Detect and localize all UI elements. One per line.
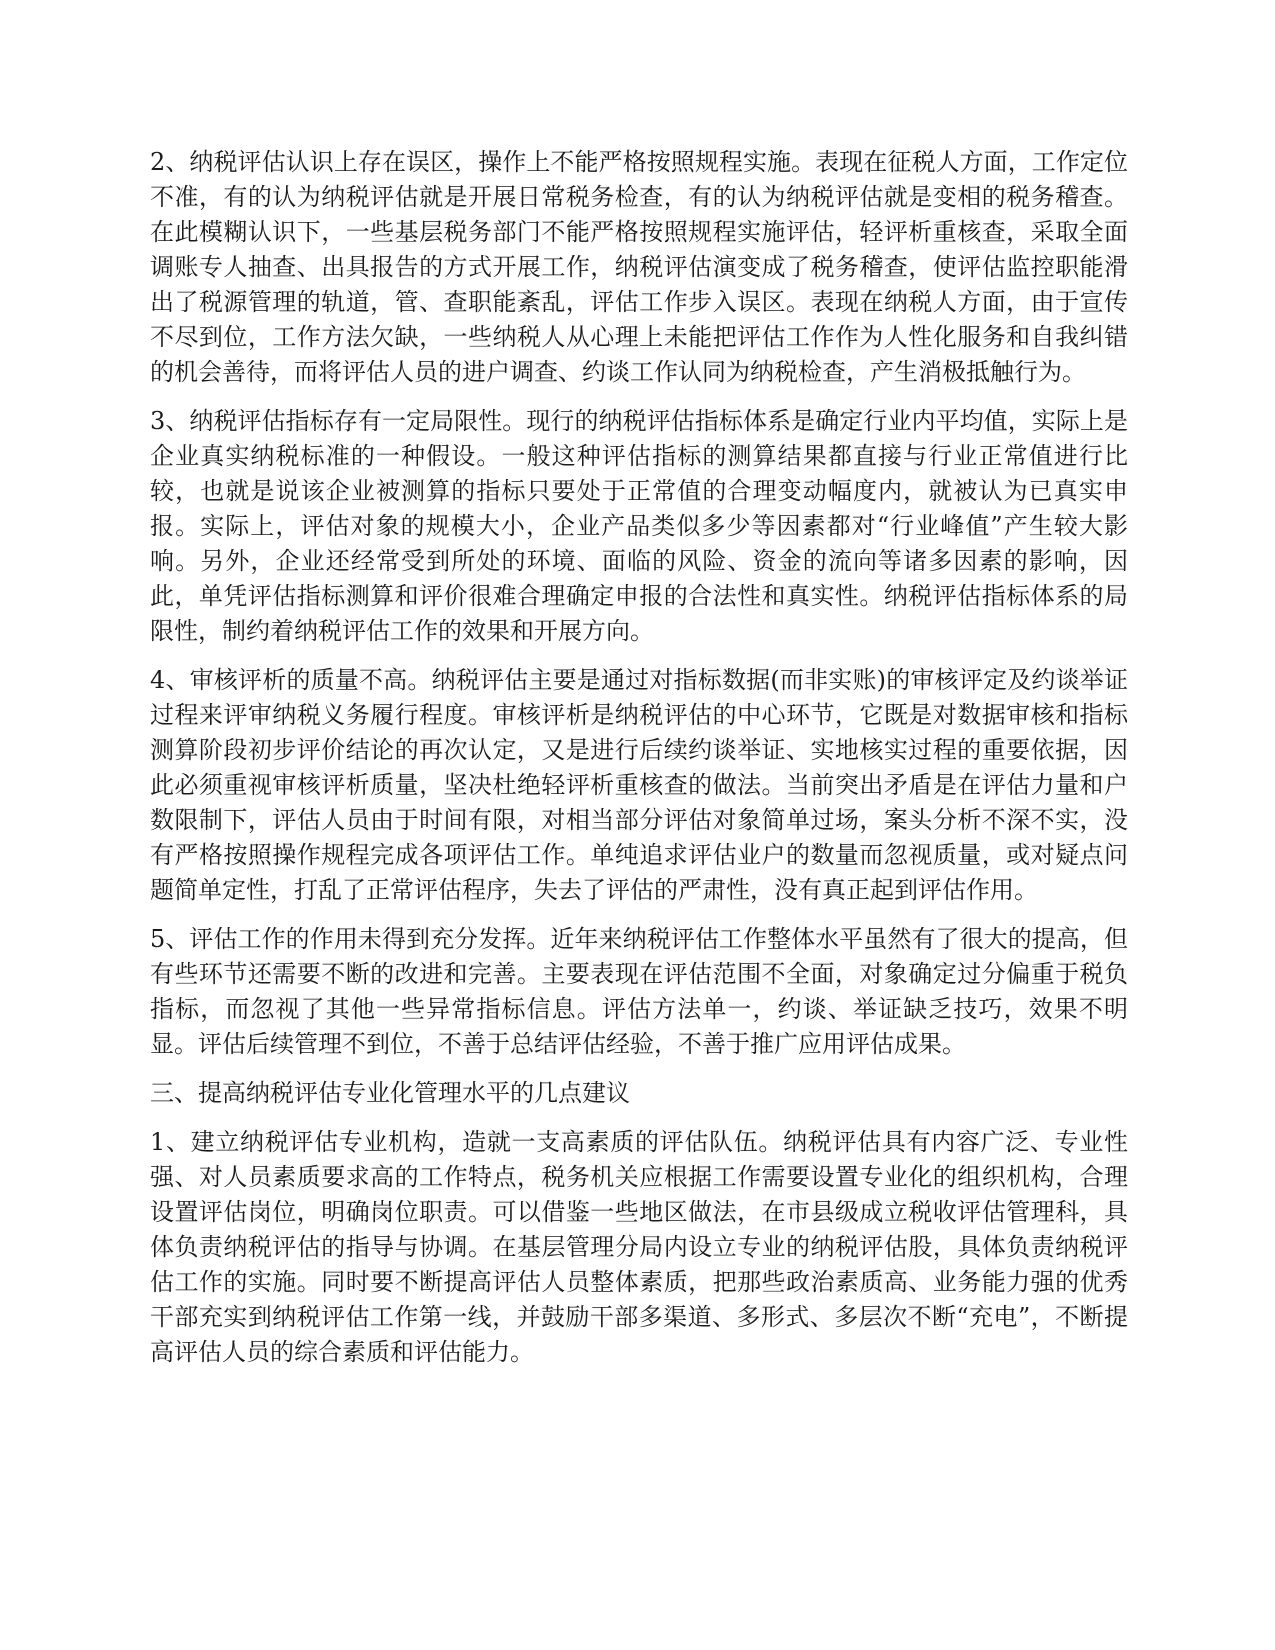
paragraph-suggestion-1: 1、建立纳税评估专业机构，造就一支高素质的评估队伍。纳税评估具有内容广泛、专业性强、对人员素质要求高的工作特点，税务机关应根据工作需要设置专业化的组织机构，合理设置评估岗位，明确岗位职责。可以借鉴一些地区做法，在市县级成立税收评估管理科，具体负责纳税评估的指导与协调。在基层管理分局内设立专业的纳税评估股，具体负责纳税评估工作的实施。同时要不断提高评估人员整体素质，把那些政治素质高、业务能力强的优秀干部充实到纳税评估工作第一线，并鼓励干部多渠道、多形式、多层次不断“充电”，不断提高评估人员的综合素质和评估能力。 xyxy=(150,1128,1128,1366)
paragraph-point-4: 4、审核评析的质量不高。纳税评估主要是通过对指标数据(而非实账)的审核评定及约谈举证过程来评审纳税义务履行程度。审核评析是纳税评估的中心环节，它既是对数据审核和指标测算阶段初步评价结论的再次认定，又是进行后续约谈举证、实地核实过程的重要依据，因此必须重视审核评析质量，坚决杜绝轻评析重核查的做法。当前突出矛盾是在评估力量和户数限制下，评估人员由于时间有限，对相当部分评估对象简单过场，案头分析不深不实，没有严格按照操作规程完成各项评估工作。单纯追求评估业户的数量而忽视质量，或对疑点问题简单定性，打乱了正常评估程序，失去了评估的严肃性，没有真正起到评估作用。 xyxy=(150,666,1128,904)
paragraph-point-5: 5、评估工作的作用未得到充分发挥。近年来纳税评估工作整体水平虽然有了很大的提高，但有些环节还需要不断的改进和完善。主要表现在评估范围不全面，对象确定过分偏重于税负指标，而忽视了其他一些异常指标信息。评估方法单一，约谈、举证缺乏技巧，效果不明显。评估后续管理不到位，不善于总结评估经验，不善于推广应用评估成果。 xyxy=(150,925,1128,1058)
section-heading-3: 三、提高纳税评估专业化管理水平的几点建议 xyxy=(150,1079,630,1107)
paragraph-point-3: 3、纳税评估指标存有一定局限性。现行的纳税评估指标体系是确定行业内平均值，实际上是企业真实纳税标准的一种假设。一般这种评估指标的测算结果都直接与行业正常值进行比较，也就是说该企业被测算的指标只要处于正常值的合理变动幅度内，就被认为已真实申报。实际上，评估对象的规模大小，企业产品类似多少等因素都对“行业峰值”产生较大影响。另外，企业还经常受到所处的环境、面临的风险、资金的流向等诸多因素的影响，因此，单凭评估指标测算和评价很难合理确定申报的合法性和真实性。纳税评估指标体系的局限性，制约着纳税评估工作的效果和开展方向。 xyxy=(150,407,1128,645)
document-body xyxy=(150,145,1128,1384)
paragraph-point-2: 2、纳税评估认识上存在误区，操作上不能严格按照规程实施。表现在征税人方面，工作定位不准，有的认为纳税评估就是开展日常税务检查，有的认为纳税评估就是变相的税务稽查。在此模糊认识下，一些基层税务部门不能严格按照规程实施评估，轻评析重核查，采取全面调账专人抽查、出具报告的方式开展工作，纳税评估演变成了税务稽查，使评估监控职能滑出了税源管理的轨道，管、查职能紊乱，评估工作步入误区。表现在纳税人方面，由于宣传不尽到位，工作方法欠缺，一些纳税人从心理上未能把评估工作作为人性化服务和自我纠错的机会善待，而将评估人员的进户调查、约谈工作认同为纳税检查，产生消极抵触行为。 xyxy=(150,148,1128,386)
